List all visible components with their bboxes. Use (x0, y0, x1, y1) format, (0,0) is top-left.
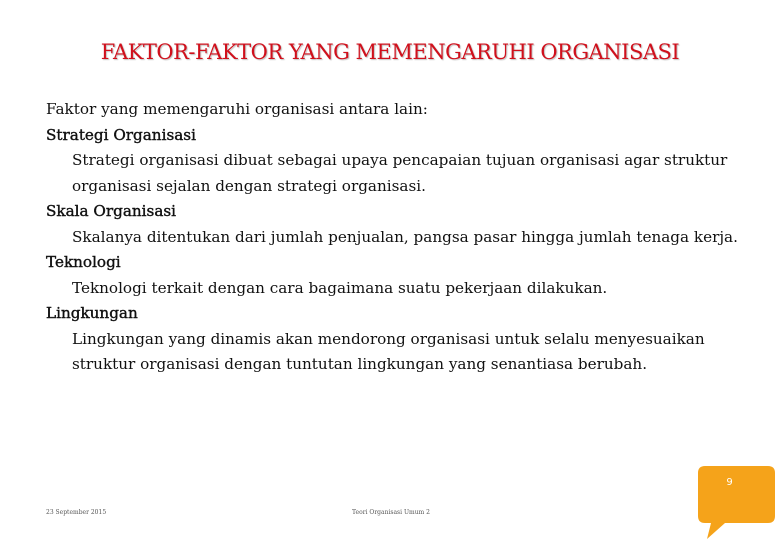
heading-strategi-organisasi: Strategi Organisasi (46, 125, 196, 144)
body-lingkungan-line-1: Lingkungan yang dinamis akan mendorong organisasi untuk selalu menyesuaikan (72, 329, 705, 348)
page-number: 9 (726, 477, 733, 488)
body-skala-line-1: Skalanya ditentukan dari jumlah penjualan, pangsa pasar hingga jumlah tenaga kerja. (72, 227, 738, 246)
heading-teknologi: Teknologi (46, 253, 121, 271)
heading-lingkungan: Lingkungan (46, 304, 138, 322)
body-strategi-line-1: Strategi organisasi dibuat sebagai upaya pencapaian tujuan organisasi agar struktur (72, 151, 728, 169)
page-number-callout-icon (683, 463, 776, 540)
heading-skala-organisasi: Skala Organisasi (46, 202, 177, 220)
body-teknologi-line-1: Teknologi terkait dengan cara bagaimana suatu pekerjaan dilakukan. (72, 278, 608, 297)
body-strategi-line-2: organisasi sejalan dengan strategi organisasi. (72, 176, 426, 195)
footer-date: 23 September 2015 (46, 509, 107, 516)
footer-course: Teori Organisasi Umum 2 (352, 509, 430, 516)
slide-title: FAKTOR-FAKTOR YANG MEMENGARUHI ORGANISASI (100, 40, 680, 64)
body-lingkungan-line-2: struktur organisasi dengan tuntutan lingkungan yang senantiasa berubah. (72, 355, 648, 373)
slide-content (46, 97, 746, 378)
intro-text: Faktor yang memengaruhi organisasi antara lain: (46, 100, 428, 118)
